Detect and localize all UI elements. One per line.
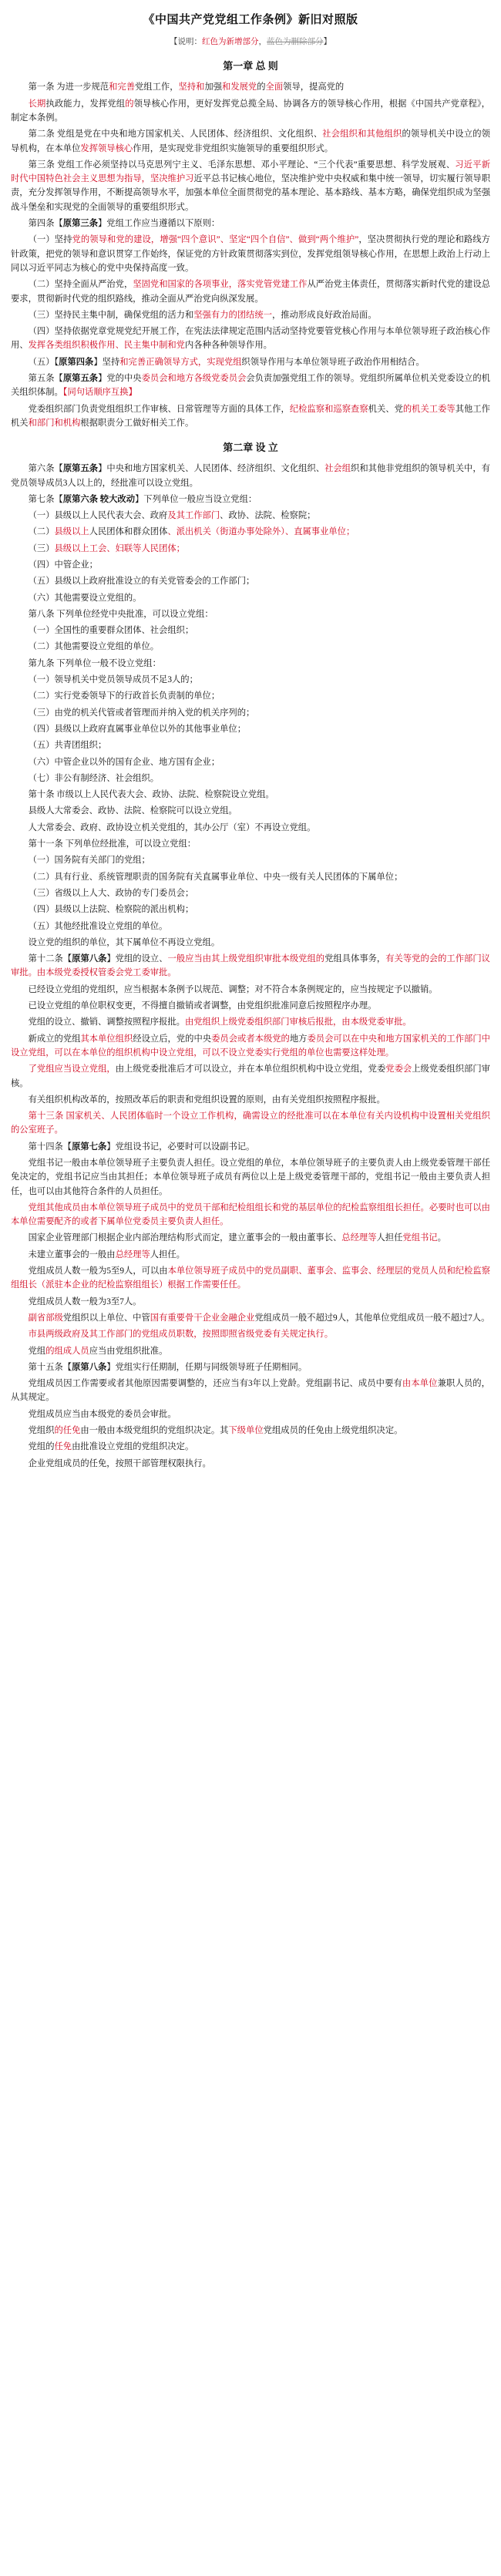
- inserted-text: 其本单位组织: [80, 1034, 133, 1044]
- paragraph: [11, 217, 490, 230]
- body-text: 其他单位党组成员一般不超过7人。: [355, 1313, 490, 1323]
- paragraph: [11, 624, 490, 637]
- inserted-text: 了党组: [28, 1064, 55, 1074]
- body-text: 近平总书记核心地位，坚决维护党中央权威和集中统一领导，切实履行领导职责，充分发挥领导作用，不断提高领导水平，加强本单位全面贯彻党的基本理论、基本路线、基本方略，确保党组织成为坚强战斗堡垒和实现党的全面领导的重要组织形式。: [11, 174, 490, 212]
- paragraph: [11, 372, 490, 400]
- body-text: （一）全国性的重要群众团体、社会组织；: [28, 626, 194, 636]
- paragraph: [11, 1344, 490, 1358]
- body-text: 内各种各种领导作用。: [184, 341, 272, 351]
- body-text: （一）坚持: [28, 235, 72, 245]
- inserted-text: 【同句话顺序互换】: [62, 388, 137, 398]
- inserted-text: 党委会: [385, 1064, 412, 1074]
- paragraph: [11, 525, 490, 539]
- body-text: （一）县级以上人民代表大会、政府: [28, 511, 168, 521]
- body-text: 第三条 党组工作必须坚持以马克思列宁主义、毛泽东思想、邓小平理论、“三个代表”重要思想、科学发展观、: [28, 160, 456, 170]
- body-text: 。: [437, 1233, 446, 1243]
- paragraph: [11, 870, 490, 884]
- paragraph: [11, 640, 490, 654]
- body-text: 党组成员人数一般为5至9人，可以由: [28, 1266, 168, 1276]
- inserted-text: 由本单位: [402, 1379, 438, 1389]
- inserted-text: 委员会可以在中央和地方国家机关的工作部门中设立党组，可以在本单位的组织机构中设立党组，可以不设立党委实行党组的单位也需要这样处理。: [11, 1034, 490, 1058]
- body-text: 第十二条【: [28, 954, 72, 964]
- body-text: 人民团体和群众团体: [89, 527, 168, 537]
- paragraph: [11, 607, 490, 621]
- paragraph: [11, 706, 490, 720]
- body-text: 人担任。: [150, 1249, 185, 1259]
- paragraph: [11, 1140, 490, 1154]
- inserted-text: 长期: [28, 99, 46, 109]
- inserted-text: 本单位领导班子成员中的党员副职、董事会、监事会、经理层的党员人员和纪检监察组组长（: [11, 1266, 490, 1290]
- inserted-text: 市县两级政府及其工作部门的党组成员职数，按照即照省级党委有关规定执行。: [28, 1330, 333, 1340]
- body-text: 党组成员的任免由上级党组织决定。: [263, 1426, 403, 1436]
- inserted-text: 下级单位: [228, 1426, 264, 1436]
- paragraph: [11, 1109, 490, 1138]
- body-text: （二）其他需要设立党组的单位。: [28, 642, 160, 652]
- body-text: 第六条【: [28, 464, 63, 474]
- inserted-text: 的组成人员: [45, 1346, 89, 1356]
- paragraph: [11, 97, 490, 126]
- inserted-text: 习近平新时代中国特色社会主义思想为指导，坚决维护习: [11, 160, 490, 184]
- inserted-text: 基层单位的纪检监察组组长担任: [298, 1202, 421, 1212]
- paragraph: [11, 772, 490, 785]
- body-text: （二）具有行业、系统管理职责的国务院有关直属事业单位、中央一级有关人民团体的下属单位；: [28, 872, 403, 882]
- body-text: （三）由党的机关代管或者管理而并纳入党的机关序列的；: [28, 708, 255, 718]
- inserted-text: 织和其他组织: [348, 129, 402, 140]
- inserted-text: 。必要时也可以由本单位需要配齐的或者下属单位党委员主要负责人担任。: [11, 1202, 490, 1227]
- inserted-text: 第十三条: [28, 1111, 64, 1122]
- body-text: 设立党的组织的单位，其下属单位不再设立党组。: [28, 937, 220, 947]
- body-text: 机关、党: [368, 404, 403, 414]
- paragraph: [11, 689, 490, 703]
- body-text: 原第五条: [62, 373, 99, 383]
- paragraph: [11, 1424, 490, 1438]
- body-text: 原第八条: [72, 1362, 107, 1372]
- body-text: 第十条 市级以上人民代表大会、政协、法院、检察院设立党组。: [28, 790, 274, 800]
- body-text: 原第八条: [72, 954, 107, 964]
- body-text: 加强: [204, 82, 223, 92]
- paragraph: [11, 983, 490, 997]
- paragraph: [11, 1377, 490, 1405]
- inserted-text: 纪检组组长和党: [228, 1202, 290, 1212]
- body-text: （五）【: [28, 357, 59, 367]
- body-text: 原第三条: [62, 219, 98, 229]
- body-text: （五）县级以上政府批准设立的有关党管委会的工作部门；: [28, 577, 255, 587]
- paragraph: [11, 308, 490, 322]
- body-text: 】党组实行任期制，任期与同级领导班子任期相同。: [106, 1362, 308, 1372]
- body-text: 织和其他非党组织的领导机关中，有党员领导成员3人以上的，经批准可以设立党组。: [11, 464, 490, 488]
- body-text: （二）实行党委领导下的行政首长负责制的单位；: [28, 691, 220, 701]
- body-text: 根据职责分工做好相关工作。: [80, 418, 194, 428]
- paragraph: [11, 355, 490, 369]
- inserted-text: 坚固党和国家的各项事业，落实党管党建工作: [133, 280, 308, 290]
- page-title: 《中国共产党党组工作条例》新旧对照版: [143, 14, 358, 26]
- inserted-text: 任免: [54, 1442, 72, 1452]
- body-text: 执政能力，发挥党组: [45, 99, 126, 109]
- inserted-text: 发挥领导核心: [80, 143, 133, 153]
- body-text: ，推动形成良好政治局面。: [271, 310, 377, 320]
- body-text: 党组织: [28, 1426, 55, 1436]
- legend-mid: ，: [258, 38, 267, 47]
- body-text: 党组的设立、撤销、调整按照程序报批。: [28, 1017, 185, 1027]
- inserted-text: 的机关工委等: [402, 404, 456, 414]
- paragraph: [11, 1248, 490, 1262]
- body-text: 未建立董事会的一般由: [28, 1249, 116, 1259]
- inserted-text: 党的领导和党的建设，增强“四个意识”、坚定“四个自信”、: [72, 235, 298, 245]
- body-text: 第十一条 下列单位经批准，可以设立党组：: [28, 839, 197, 849]
- paragraph: [11, 1156, 490, 1199]
- paragraph: [11, 1360, 490, 1374]
- paragraph: [11, 673, 490, 687]
- inserted-text: 总经理等: [341, 1233, 377, 1243]
- paragraph: [11, 402, 490, 431]
- body-text: 加强: [272, 373, 290, 383]
- paragraph: [11, 1093, 490, 1107]
- body-text: 上级党委组织部门审核。: [11, 1064, 490, 1088]
- paragraph: [11, 1062, 490, 1091]
- inserted-text: 社会组: [324, 464, 351, 474]
- body-text: 党组成员因工作需要或者其他原因需要调整的，还应当有3年以上党龄。党组副书记、成员中要有: [28, 1379, 402, 1389]
- paragraph: [11, 1311, 490, 1325]
- paragraph: [11, 1440, 490, 1454]
- inserted-text: 一般应当由其上级党组织审批本级党组的: [167, 954, 325, 964]
- body-text: 第十四条【: [28, 1142, 72, 1152]
- body-text: 党组成员人数一般为3至7人。: [28, 1296, 142, 1306]
- inserted-text: 国有重要骨干企业: [150, 1313, 220, 1323]
- body-text: 党组: [28, 1346, 46, 1356]
- inserted-text: 党委员会: [211, 373, 247, 383]
- body-text: 从严治党主体责任，贯彻落实新时代党的建设总要求，贯彻新时代党的组织路线，推动全面从严治党向纵深发展。: [11, 280, 490, 304]
- body-text: （五）其他经批准设立党组的单位。: [28, 921, 168, 931]
- paragraph: [11, 1015, 490, 1029]
- body-text: 已设立党组的单位职权变更，不得擅自撤销或者调整，由党组织批准同意后按照程序办理。: [28, 1001, 377, 1011]
- body-text: （二）: [28, 527, 55, 537]
- body-text: （六）中管企业以外的国有企业、地方国有企业；: [28, 757, 220, 767]
- paragraph: [11, 952, 490, 980]
- body-text: 由批准设立党组的党组织决定。: [72, 1442, 194, 1452]
- body-text: （七）非公有制经济、社会组织。: [28, 773, 160, 783]
- body-text: 非党组织实施领导的重要组织形式。: [193, 143, 334, 153]
- body-text: 原第五条: [62, 464, 99, 474]
- body-text: 党组成员应当由本级党的委员会审批。: [28, 1409, 177, 1419]
- inserted-text: 党组: [28, 1202, 46, 1212]
- inserted-text: 国家机关、人民团体临时一个设立工作机构，确需设立的经批准可以在本单位有关内设机构中设置相关党组织的公室班子。: [11, 1111, 490, 1135]
- inserted-text: 及其工作部门: [167, 511, 220, 521]
- body-text: 应当由党组织批准。: [89, 1346, 168, 1356]
- inserted-text: 副省部级: [28, 1313, 63, 1323]
- paragraph: [11, 542, 490, 556]
- inserted-text: 党组书记: [402, 1233, 438, 1243]
- body-text: （四）中管企业；: [28, 560, 98, 570]
- body-text: 党组工作的领导。党组织所属单位机关党委设立的机关组织体制。: [11, 373, 490, 398]
- body-text: 由一般由本级党组织的党组织决定。其: [80, 1426, 229, 1436]
- inserted-text: 县级以上: [54, 527, 89, 537]
- paragraph: [11, 325, 490, 353]
- body-text: 企业党组成员的任免，按照干部管理权限执行。: [28, 1458, 211, 1468]
- body-text: 其他工作机关: [11, 404, 490, 428]
- inserted-text: 全面: [265, 82, 284, 92]
- body-text: 人担任: [376, 1233, 403, 1243]
- inserted-text: ）根据工作需要任任。: [159, 1280, 247, 1290]
- inserted-text: 总经理等: [115, 1249, 150, 1259]
- paragraph: [11, 657, 490, 671]
- inserted-text: 和发展党: [222, 82, 257, 92]
- legend-gray-text: 蓝色为删除部分: [267, 38, 324, 47]
- inserted-text: 其他成员由本单位领导班子成员中的党员干部和: [45, 1202, 229, 1212]
- inserted-text: 发挥各类组织积极作用、民主集中制和党: [28, 341, 185, 351]
- body-text: （二）坚持全面从严治党，: [28, 280, 133, 290]
- body-text: 国家企业管理部门根据企业内部治理结构形式而定，建立董事会的一般由董事长、: [28, 1233, 342, 1243]
- body-text: 经设立后，党的中央: [133, 1034, 212, 1044]
- paragraph: [11, 853, 490, 867]
- inserted-text: 由党组织上级党委组织部门审核后报批，由本级党委审批。: [184, 1017, 412, 1027]
- chapter-heading-1: 第一章 总 则: [223, 60, 278, 72]
- body-text: 党组工作，: [135, 82, 179, 92]
- inserted-text: 金融企业: [220, 1313, 255, 1323]
- inserted-text: 委员会或者本级党的: [211, 1034, 290, 1044]
- chapter-1-body: [11, 80, 490, 430]
- body-text: 原第四条: [59, 357, 94, 367]
- body-text: （四）坚持依据党章党规党纪开展工作，在宪法法律规定范围内活动坚持党要管党核心作用与本单位领导班子政治核心作用、: [11, 327, 490, 351]
- body-text: 新成立的党组: [28, 1034, 81, 1044]
- paragraph: [11, 936, 490, 950]
- body-text: 第八条 下列单位经党中央批准，可以设立党组：: [28, 609, 214, 619]
- paragraph: [11, 80, 490, 94]
- paragraph: [11, 1231, 490, 1245]
- inserted-text: 和完善: [109, 82, 135, 92]
- inserted-text: 的: [289, 1202, 299, 1212]
- body-text: 】党组设书记，必要时可以设副书记。: [106, 1142, 255, 1152]
- paragraph: [11, 903, 490, 916]
- body-text: 】下列单位一般应当设立党组：: [135, 494, 257, 504]
- body-text: （四）县级以上法院、检察院的派出机构；: [28, 905, 194, 915]
- paragraph: [11, 591, 490, 605]
- body-text: 具体事务，: [341, 954, 386, 964]
- paragraph: [11, 493, 490, 506]
- body-text: 第二条 党组是党在中央和地方国家机关、人民团体、经济组织、文化组织、: [28, 129, 323, 140]
- inserted-text: 、派出机关（街道办事处除外）、直属事业单位；: [167, 527, 355, 537]
- body-text: （五）共青团组织；: [28, 741, 107, 751]
- legend-prefix: 【说明：: [170, 38, 202, 47]
- paragraph: [11, 277, 490, 306]
- inserted-text: 和完善正确领导方式，实现党组: [119, 357, 242, 367]
- body-text: 领导，提高党的: [283, 82, 345, 92]
- body-text: 已经设立党组的党组织，应当根据本条例予以规范、调整；对不符合本条例规定的，应当按规定予以撤销。: [28, 984, 438, 994]
- body-text: 地方: [289, 1034, 308, 1044]
- paragraph: [11, 509, 490, 523]
- body-text: 】中央和地方国家机关、人民团体、经济组织、文化组织、: [98, 464, 325, 474]
- body-text: 】党的中央: [98, 373, 142, 383]
- paragraph: [11, 886, 490, 900]
- body-text: 有关组织机构改革的，按照改革后的职责和党组织设置的原则，由有关党组织按照程序报批。: [28, 1095, 385, 1105]
- inserted-text: 委员会和地方各级: [141, 373, 212, 383]
- body-text: 第一条 为进一步规范: [28, 82, 109, 92]
- body-text: 党组: [324, 954, 342, 964]
- legend-red-text: 红色为新增部分: [202, 38, 259, 47]
- body-text: 人大常委会、政府、政协设立机关党组的，其办公厅（室）不再设立党组。: [28, 822, 316, 832]
- body-text: 】党组工作应当遵循以下原则：: [98, 219, 220, 229]
- inserted-text: 县级以上工会、妇联等人民团体；: [54, 543, 185, 553]
- body-text: （三）坚持民主集中制，确保党组的活力和: [28, 310, 194, 320]
- paragraph: [11, 1407, 490, 1421]
- legend-suffix: 】: [323, 38, 331, 47]
- body-text: 原第七条: [72, 1142, 107, 1152]
- body-text: 第五条【: [28, 373, 63, 383]
- paragraph: [11, 821, 490, 835]
- inserted-text: 和部门和机构: [28, 418, 81, 428]
- paragraph: [11, 920, 490, 933]
- paragraph: [11, 462, 490, 490]
- body-text: 的领导机关中设立的领导机构，在本单位: [11, 129, 490, 153]
- body-text: 】坚持: [93, 357, 120, 367]
- paragraph: [11, 755, 490, 769]
- paragraph: [11, 1032, 490, 1061]
- body-text: 作用，是实现党: [133, 143, 194, 153]
- inserted-text: 坚持和: [178, 82, 205, 92]
- chapter-2-body: [11, 462, 490, 1471]
- paragraph: [11, 804, 490, 818]
- paragraph: [11, 788, 490, 802]
- paragraph: [11, 738, 490, 752]
- inserted-text: 社会组: [322, 129, 349, 140]
- paragraph: [11, 1201, 490, 1229]
- body-text: 县级人大常委会、政协、法院、检察院可以设立党组。: [28, 806, 237, 816]
- chapter-heading-2: 第二章 设 立: [223, 442, 278, 454]
- body-text: （一）国务院有关部门的党组；: [28, 856, 150, 866]
- paragraph: [11, 1327, 490, 1341]
- body-text: 党组书记一般由本单位领导班子主要负责人担任。设立党组的单位，本单位领导班子的主要负责人由上级党委管理干部任免决定的，党组书记应当由其担任；本单位领导班子成员有两位以上是上级党委管理干部的，党组书记一般由主要负责人担任，也可以由其他符合条件的人员担任。: [11, 1158, 490, 1196]
- inserted-text: 做到“两个维护”: [298, 235, 359, 245]
- inserted-text: 的: [125, 99, 134, 109]
- body-text: （三）省级以上人大、政协的专门委员会；: [28, 888, 194, 898]
- body-text: 领导核心作用，更好发挥党总揽全局、协调各方的领导核心作用，根据《中国共产党章程》，制定本条例。: [11, 99, 490, 123]
- body-text: 党组成员一般不超过9人，: [254, 1313, 355, 1323]
- body-text: 会负责: [246, 373, 273, 383]
- paragraph: [11, 837, 490, 851]
- paragraph: [11, 158, 490, 214]
- body-text: 的: [257, 82, 266, 92]
- body-text: 第七条【: [28, 494, 63, 504]
- body-text: 】党组的设立、: [106, 954, 168, 964]
- paragraph: [11, 1264, 490, 1293]
- paragraph: [11, 233, 490, 275]
- paragraph: [11, 999, 490, 1013]
- inserted-text: 派驻本企业的纪检监察组组长: [45, 1280, 160, 1290]
- paragraph: [11, 127, 490, 156]
- body-text: 兼职人员的，从其规定。: [11, 1379, 490, 1403]
- body-text: 第四条【: [28, 219, 63, 229]
- inserted-text: 坚强有力的团结统一: [193, 310, 272, 320]
- paragraph: [11, 558, 490, 572]
- body-text: （四）县级以上政府直属事业单位以外的其他事业单位；: [28, 724, 247, 734]
- body-text: 织领导作用与本单位领导班子政治作用相结合。: [241, 357, 425, 367]
- paragraph: [11, 1295, 490, 1309]
- body-text: 第九条 下列单位一般不设立党组：: [28, 658, 161, 668]
- body-text: 党委组织部门负责党组组织工作审核、日常管理等方面的具体工作，: [28, 404, 290, 414]
- body-text: 党组的: [28, 1442, 55, 1452]
- body-text: （一）领导机关中党员领导成员不足3人的；: [28, 675, 198, 685]
- inserted-text: 有关等党的会的工作部门议审批。由本级党委授权管委会党工委审批。: [11, 954, 490, 978]
- body-text: （六）其他需要设立党组的。: [28, 593, 142, 603]
- inserted-text: 应当设立党组，: [54, 1064, 116, 1074]
- inserted-text: 的任免: [54, 1426, 81, 1436]
- body-text: 、政协、法院、检察院；: [220, 511, 316, 521]
- body-text: ，坚决贯彻执行党的理论和路线方针政策，把党的领导和意识贯穿工作始终，保证党的方针政策贯彻落实到位，发挥党组领导核心作用，在思想上政治上行动上同以习近平同志为核心的党中央保持高度一致。: [11, 235, 490, 273]
- paragraph: [11, 722, 490, 736]
- body-text: 党委: [368, 1064, 386, 1074]
- legend: [11, 35, 490, 49]
- body-text: 党组织以上单位、中管: [62, 1313, 150, 1323]
- inserted-text: 纪检监察和巡察查察: [289, 404, 368, 414]
- paragraph: [11, 574, 490, 588]
- paragraph: [11, 1457, 490, 1471]
- body-text: 原第六条 较大改动: [62, 494, 135, 504]
- body-text: 由上级党委批准后才可以设立，并在本单位组织机构中设立党组，: [115, 1064, 368, 1074]
- body-text: （三）: [28, 543, 55, 553]
- body-text: 第十五条【: [28, 1362, 72, 1372]
